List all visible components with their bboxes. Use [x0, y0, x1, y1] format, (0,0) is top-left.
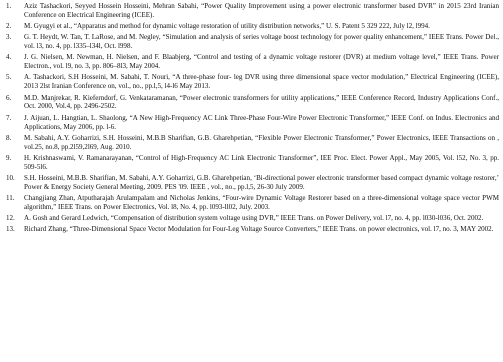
reference-text: Aziz Tashackori, Seyyed Hossein Hosseini, Mehran Sabahi, “Power Quality Improvement using a power electronic transformer based DVR” in 2015 23rd Iranian Conference on Electrical Engineering (ICEE). — [24, 2, 499, 19]
reference-number: 8. — [6, 133, 12, 142]
reference-number: 3. — [6, 33, 12, 42]
reference-text: S.H. Hosseini, M.B.B. Sharifian, M. Sabahi, A.Y. Goharrizi, G.B. Gharehpetian, ‘Bi-directional power electronic transformer based compact dynamic voltage restorer,’ Power & Energy Society General Meeting, 2009. PES '09. IEEE , vol., no., pp.l,5, 26-30 July 2009. — [24, 173, 499, 191]
reference-list — [6, 2, 499, 234]
reference-text: M. Gyugyi et al., “Apparatus and method for dynamic voltage restoration of utility distribution networks,” U. S. Patent 5 329 222, July l2, l994. — [24, 22, 430, 31]
reference-item — [6, 33, 499, 51]
reference-item — [6, 194, 499, 212]
reference-text: H. Krishnaswami, V. Ramanarayanan, “Control of High-Frequency AC Link Electronic Transformer”, IEE Proc. Elect. Power Appl., May 2005, Vol. l52, No. 3, pp. 509-5l6. — [24, 153, 499, 171]
reference-text: J. Aijuan, L. Hangtian, L. Shaolong, “A New High-Frequency AC Link Three-Phase Four-Wire Power Electronic Transformer,” IEEE Conf. on Indus. Electronics and Applications, May 2006, pp. l-6. — [24, 113, 499, 131]
reference-text: Richard Zhang, “Three-Dimensional Space Vector Modulation for Four-Leg Voltage Source Converters,” IEEE Trans. on power electronics, vol. l7, no. 3, MAY 2002. — [24, 225, 494, 234]
reference-number: 12. — [6, 214, 15, 223]
reference-item — [6, 214, 499, 223]
reference-number: 11. — [6, 193, 15, 202]
reference-item — [6, 154, 499, 172]
reference-item — [6, 134, 499, 152]
reference-text: Changjiang Zhan, Atputharajah Arulampalam and Nicholas Jenkins, “Four-wire Dynamic Voltage Restorer based on a three-dimensional voltage space vector PWM algorithm,” IEEE Trans. on Power Electronics, Vol. l8, No. 4, pp. l093-ll02, July. 2003. — [24, 193, 499, 211]
reference-item — [6, 73, 499, 91]
reference-number: 13. — [6, 225, 15, 234]
reference-number: 1. — [6, 2, 12, 10]
reference-number: 10. — [6, 173, 15, 182]
reference-number: 2. — [6, 22, 12, 31]
reference-item — [6, 94, 499, 112]
reference-text: G. T. Heydt, W. Tan, T. LaRose, and M. Negley, “Simulation and analysis of series voltage boost technology for power quality enhancement,” IEEE Trans. Power Del., vol. l3, no. 4, pp. l335–l34l, Oct. l998. — [24, 33, 499, 51]
reference-item — [6, 225, 499, 234]
reference-item — [6, 114, 499, 132]
reference-item — [6, 22, 499, 31]
reference-text: M. Sabahi, A.Y. Goharrizi, S.H. Hosseini, M.B.B Sharifian, G.B. Gharehpetian, “Flexible Power Electronic Transformer,” Power Electronics, IEEE Transactions on , vol.25, no.8, pp.2l59,2l69, Aug. 2010. — [24, 133, 499, 151]
reference-number: 4. — [6, 53, 12, 62]
reference-number: 9. — [6, 153, 12, 162]
reference-text: J. G. Nielsen, M. Newman, H. Nielsen, and F. Blaabjerg, “Control and testing of a dynamic voltage restorer (DVR) at medium voltage level,” IEEE Trans. Power Electron., vol. l9, no. 3, pp. 806–8l3, May 2004. — [24, 53, 499, 71]
reference-number: 5. — [6, 73, 12, 82]
reference-item — [6, 2, 499, 20]
reference-number: 6. — [6, 93, 12, 102]
reference-text: A. Tashackori, S.H Hosseini, M. Sabahi, T. Nouri, “A three-phase four- leg DVR using three dimensional space vector modulation,” Electrical Engineering (ICEE), 2013 2lst Iranian Conference on, vol., no., pp.l,5, l4-l6 May 2013. — [24, 73, 499, 91]
reference-text: M.D. Manjrekar, R. Kieferndorf, G. Venkataramanan, “Power electronic transformers for utility applications,” IEEE Conference Record, Industry Applications Conf., Oct. 2000, Vol.4, pp. 2496-2502. — [24, 93, 499, 111]
reference-number: 7. — [6, 113, 12, 122]
reference-text: A. Gosh and Gerard Ledwich, “Compensation of distribution system voltage using DVR,” IEEE Trans. on Power Delivery, vol. l7, no. 4, pp. l030-l036, Oct. 2002. — [24, 214, 484, 223]
reference-item — [6, 53, 499, 71]
reference-item — [6, 174, 499, 192]
